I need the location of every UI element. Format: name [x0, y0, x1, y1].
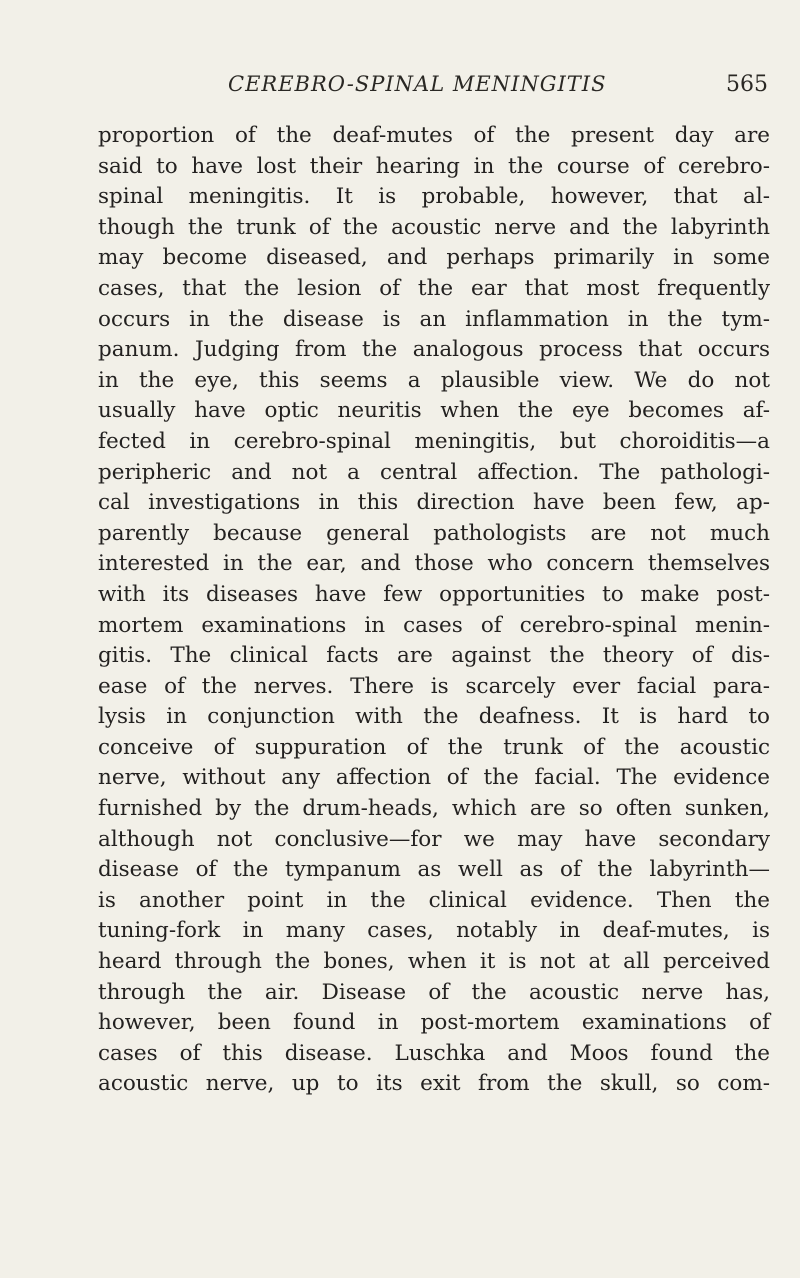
text-line: through the air. Disease of the acoustic nerve has,	[98, 979, 770, 1005]
body-paragraph	[98, 121, 770, 1100]
running-header	[100, 72, 768, 108]
text-line: though the trunk of the acoustic nerve and the labyrinth	[98, 214, 770, 240]
page-number: 565	[726, 72, 768, 97]
text-line: panum. Judging from the analogous process that occurs	[98, 337, 770, 363]
text-line: cases of this disease. Luschka and Moos found the	[98, 1040, 770, 1066]
text-line: parently because general pathologists are not much	[98, 520, 770, 546]
text-line: ease of the nerves. There is scarcely ever facial para-	[98, 673, 770, 699]
text-line: fected in cerebro-spinal meningitis, but choroiditis—a	[98, 428, 770, 454]
text-line: cases, that the lesion of the ear that most frequently	[98, 275, 770, 301]
text-line: said to have lost their hearing in the course of cerebro-	[98, 153, 770, 179]
text-line: mortem examinations in cases of cerebro-spinal menin-	[98, 612, 770, 638]
running-title: CEREBRO-SPINAL MENINGITIS	[228, 72, 607, 96]
text-line: although not conclusive—for we may have secondary	[98, 826, 770, 852]
text-line: gitis. The clinical facts are against the theory of dis-	[98, 643, 770, 669]
text-line: cal investigations in this direction have been few, ap-	[98, 490, 770, 516]
text-line: may become diseased, and perhaps primarily in some	[98, 245, 770, 271]
text-line: is another point in the clinical evidence. Then the	[98, 887, 770, 913]
text-line: nerve, without any affection of the facial. The evidence	[98, 765, 770, 791]
text-line: conceive of suppuration of the trunk of the acoustic	[98, 734, 770, 760]
text-line: usually have optic neuritis when the eye becomes af-	[98, 398, 770, 424]
text-line: acoustic nerve, up to its exit from the skull, so com-	[98, 1071, 770, 1097]
text-line: tuning-fork in many cases, notably in deaf-mutes, is	[98, 918, 770, 944]
text-line: heard through the bones, when it is not at all perceived	[98, 949, 770, 975]
text-line: with its diseases have few opportunities to make post-	[98, 581, 770, 607]
text-line: proportion of the deaf-mutes of the present day are	[98, 123, 770, 148]
text-line: in the eye, this seems a plausible view. We do not	[98, 367, 770, 393]
text-line: occurs in the disease is an inflammation in the tym-	[98, 306, 770, 332]
text-line: peripheric and not a central affection. The pathologi-	[98, 459, 770, 485]
text-line: lysis in conjunction with the deafness. It is hard to	[98, 704, 770, 730]
text-line: however, been found in post-mortem examinations of	[98, 1010, 770, 1036]
text-line: interested in the ear, and those who concern themselves	[98, 551, 770, 577]
text-line: spinal meningitis. It is probable, however, that al-	[98, 184, 770, 210]
text-line: disease of the tympanum as well as of the labyrinth—	[98, 857, 770, 883]
text-line: furnished by the drum-heads, which are so often sunken,	[98, 796, 770, 822]
